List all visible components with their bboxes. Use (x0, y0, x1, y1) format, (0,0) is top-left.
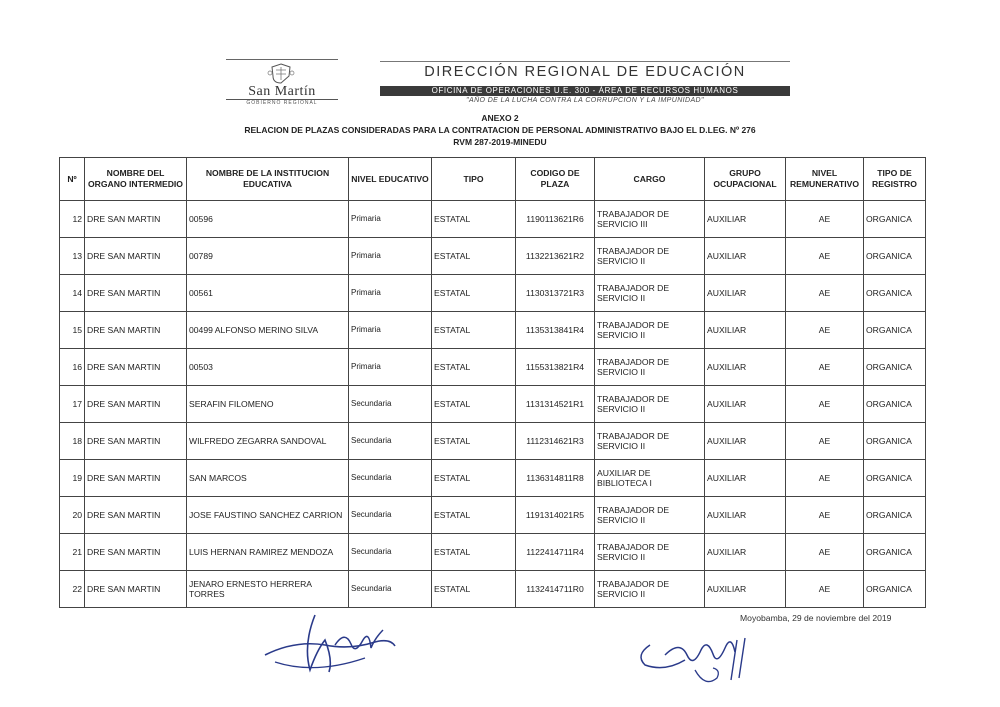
institution-title: DIRECCIÓN REGIONAL DE EDUCACIÓN (424, 64, 746, 80)
table-row (60, 349, 926, 386)
cell-institution: SAN MARCOS (187, 460, 349, 497)
cell-role: TRABAJADOR DE SERVICIO II (595, 386, 705, 423)
cell-education-level: Secundaria (349, 423, 432, 460)
cell-institution: SERAFIN FILOMENO (187, 386, 349, 423)
cell-number: 14 (60, 275, 85, 312)
logo-name: San Martín (248, 84, 316, 99)
cell-role: TRABAJADOR DE SERVICIO II (595, 534, 705, 571)
cell-pay-level: AE (786, 275, 864, 312)
column-header: NOMBRE DEL ORGANO INTERMEDIO (85, 158, 187, 201)
cell-pay-level: AE (786, 460, 864, 497)
cell-intermediate-organ: DRE SAN MARTIN (85, 534, 187, 571)
cell-education-level: Primaria (349, 349, 432, 386)
cell-education-level: Secundaria (349, 386, 432, 423)
cell-education-level: Primaria (349, 238, 432, 275)
cell-number: 16 (60, 349, 85, 386)
cell-role: TRABAJADOR DE SERVICIO II (595, 312, 705, 349)
table-row (60, 534, 926, 571)
cell-record-type: ORGANICA (864, 386, 926, 423)
cell-position-code: 1155313821R4 (516, 349, 595, 386)
cell-intermediate-organ: DRE SAN MARTIN (85, 386, 187, 423)
cell-number: 22 (60, 571, 85, 608)
cell-intermediate-organ: DRE SAN MARTIN (85, 497, 187, 534)
cell-record-type: ORGANICA (864, 349, 926, 386)
cell-intermediate-organ: DRE SAN MARTIN (85, 275, 187, 312)
cell-number: 13 (60, 238, 85, 275)
table-row (60, 460, 926, 497)
cell-occupational-group: AUXILIAR (705, 238, 786, 275)
cell-record-type: ORGANICA (864, 275, 926, 312)
cell-institution: 00499 ALFONSO MERINO SILVA (187, 312, 349, 349)
column-header: TIPO (432, 158, 516, 201)
cell-type: ESTATAL (432, 534, 516, 571)
cell-intermediate-organ: DRE SAN MARTIN (85, 571, 187, 608)
cell-occupational-group: AUXILIAR (705, 201, 786, 238)
office-banner: OFICINA DE OPERACIONES U.E. 300 - ÁREA DE RECURSOS HUMANOS (380, 86, 790, 96)
cell-number: 18 (60, 423, 85, 460)
cell-position-code: 1136314811R8 (516, 460, 595, 497)
cell-intermediate-organ: DRE SAN MARTIN (85, 460, 187, 497)
cell-role: TRABAJADOR DE SERVICIO II (595, 497, 705, 534)
column-header: NIVEL EDUCATIVO (349, 158, 432, 201)
table-row (60, 571, 926, 608)
cell-role: TRABAJADOR DE SERVICIO II (595, 275, 705, 312)
cell-pay-level: AE (786, 238, 864, 275)
cell-position-code: 1135313841R4 (516, 312, 595, 349)
cell-pay-level: AE (786, 571, 864, 608)
column-header: CARGO (595, 158, 705, 201)
logo-subtitle: GOBIERNO REGIONAL (226, 99, 338, 106)
cell-record-type: ORGANICA (864, 460, 926, 497)
table-row (60, 497, 926, 534)
cell-type: ESTATAL (432, 423, 516, 460)
cell-intermediate-organ: DRE SAN MARTIN (85, 349, 187, 386)
cell-position-code: 1190113621R6 (516, 201, 595, 238)
cell-role: TRABAJADOR DE SERVICIO II (595, 423, 705, 460)
signature-right (625, 610, 775, 695)
cell-education-level: Secundaria (349, 460, 432, 497)
heading-rule (380, 61, 790, 62)
cell-type: ESTATAL (432, 386, 516, 423)
cell-intermediate-organ: DRE SAN MARTIN (85, 312, 187, 349)
cell-record-type: ORGANICA (864, 497, 926, 534)
cell-pay-level: AE (786, 534, 864, 571)
cell-pay-level: AE (786, 386, 864, 423)
cell-occupational-group: AUXILIAR (705, 460, 786, 497)
cell-position-code: 1130313721R3 (516, 275, 595, 312)
cell-institution: WILFREDO ZEGARRA SANDOVAL (187, 423, 349, 460)
cell-role: TRABAJADOR DE SERVICIO II (595, 238, 705, 275)
cell-education-level: Secundaria (349, 497, 432, 534)
cell-type: ESTATAL (432, 571, 516, 608)
cell-type: ESTATAL (432, 349, 516, 386)
signature-left (255, 600, 405, 690)
table-row (60, 423, 926, 460)
column-header: TIPO DE REGISTRO (864, 158, 926, 201)
table-row (60, 312, 926, 349)
column-header: NIVEL REMUNERATIVO (786, 158, 864, 201)
annex-label: ANEXO 2 (481, 113, 519, 123)
cell-institution: 00503 (187, 349, 349, 386)
place-and-date: Moyobamba, 29 de noviembre del 2019 (740, 613, 892, 623)
cell-type: ESTATAL (432, 238, 516, 275)
cell-occupational-group: AUXILIAR (705, 423, 786, 460)
column-header: GRUPO OCUPACIONAL (705, 158, 786, 201)
cell-role: AUXILIAR DE BIBLIOTECA I (595, 460, 705, 497)
cell-record-type: ORGANICA (864, 312, 926, 349)
cell-education-level: Secundaria (349, 534, 432, 571)
cell-record-type: ORGANICA (864, 201, 926, 238)
cell-position-code: 1132213621R2 (516, 238, 595, 275)
cell-institution: 00561 (187, 275, 349, 312)
cell-education-level: Primaria (349, 312, 432, 349)
cell-intermediate-organ: DRE SAN MARTIN (85, 238, 187, 275)
cell-number: 12 (60, 201, 85, 238)
cell-pay-level: AE (786, 349, 864, 386)
cell-pay-level: AE (786, 312, 864, 349)
cell-education-level: Primaria (349, 201, 432, 238)
cell-type: ESTATAL (432, 460, 516, 497)
table-header-row (60, 158, 926, 201)
cell-pay-level: AE (786, 423, 864, 460)
cell-occupational-group: AUXILIAR (705, 349, 786, 386)
cell-occupational-group: AUXILIAR (705, 497, 786, 534)
cell-number: 15 (60, 312, 85, 349)
cell-number: 21 (60, 534, 85, 571)
cell-number: 19 (60, 460, 85, 497)
cell-occupational-group: AUXILIAR (705, 534, 786, 571)
cell-intermediate-organ: DRE SAN MARTIN (85, 201, 187, 238)
cell-position-code: 1131314521R1 (516, 386, 595, 423)
cell-institution: 00789 (187, 238, 349, 275)
cell-role: TRABAJADOR DE SERVICIO III (595, 201, 705, 238)
cell-position-code: 1122414711R4 (516, 534, 595, 571)
cell-record-type: ORGANICA (864, 534, 926, 571)
column-header: CODIGO DE PLAZA (516, 158, 595, 201)
cell-record-type: ORGANICA (864, 423, 926, 460)
column-header: Nº (60, 158, 85, 201)
cell-role: TRABAJADOR DE SERVICIO II (595, 571, 705, 608)
cell-occupational-group: AUXILIAR (705, 386, 786, 423)
cell-intermediate-organ: DRE SAN MARTIN (85, 423, 187, 460)
year-motto: "AÑO DE LA LUCHA CONTRA LA CORRUPCIÓN Y LA IMPUNIDAD" (466, 97, 704, 104)
cell-record-type: ORGANICA (864, 238, 926, 275)
cell-education-level: Secundaria (349, 571, 432, 608)
cell-role: TRABAJADOR DE SERVICIO II (595, 349, 705, 386)
cell-position-code: 1112314621R3 (516, 423, 595, 460)
cell-record-type: ORGANICA (864, 571, 926, 608)
cell-occupational-group: AUXILIAR (705, 275, 786, 312)
cell-occupational-group: AUXILIAR (705, 571, 786, 608)
column-header: NOMBRE DE LA INSTITUCION EDUCATIVA (187, 158, 349, 201)
cell-education-level: Primaria (349, 275, 432, 312)
cell-pay-level: AE (786, 201, 864, 238)
cell-position-code: 1132414711R0 (516, 571, 595, 608)
cell-institution: LUIS HERNAN RAMIREZ MENDOZA (187, 534, 349, 571)
cell-type: ESTATAL (432, 275, 516, 312)
cell-occupational-group: AUXILIAR (705, 312, 786, 349)
cell-institution: JOSE FAUSTINO SANCHEZ CARRION (187, 497, 349, 534)
cell-type: ESTATAL (432, 497, 516, 534)
positions-table (59, 157, 926, 608)
coat-of-arms-icon (266, 62, 296, 84)
table-row (60, 275, 926, 312)
regional-government-logo (226, 58, 344, 104)
resolution-number: RVM 287-2019-MINEDU (453, 137, 547, 147)
document-title: RELACION DE PLAZAS CONSIDERADAS PARA LA CONTRATACION DE PERSONAL ADMINISTRATIVO BAJO EL D.LEG. Nº 276 (244, 125, 756, 135)
cell-type: ESTATAL (432, 312, 516, 349)
cell-position-code: 1191314021R5 (516, 497, 595, 534)
table-row (60, 238, 926, 275)
table-row (60, 386, 926, 423)
cell-pay-level: AE (786, 497, 864, 534)
cell-number: 17 (60, 386, 85, 423)
cell-institution: JENARO ERNESTO HERRERA TORRES (187, 571, 349, 608)
table-row (60, 201, 926, 238)
cell-number: 20 (60, 497, 85, 534)
cell-type: ESTATAL (432, 201, 516, 238)
cell-institution: 00596 (187, 201, 349, 238)
